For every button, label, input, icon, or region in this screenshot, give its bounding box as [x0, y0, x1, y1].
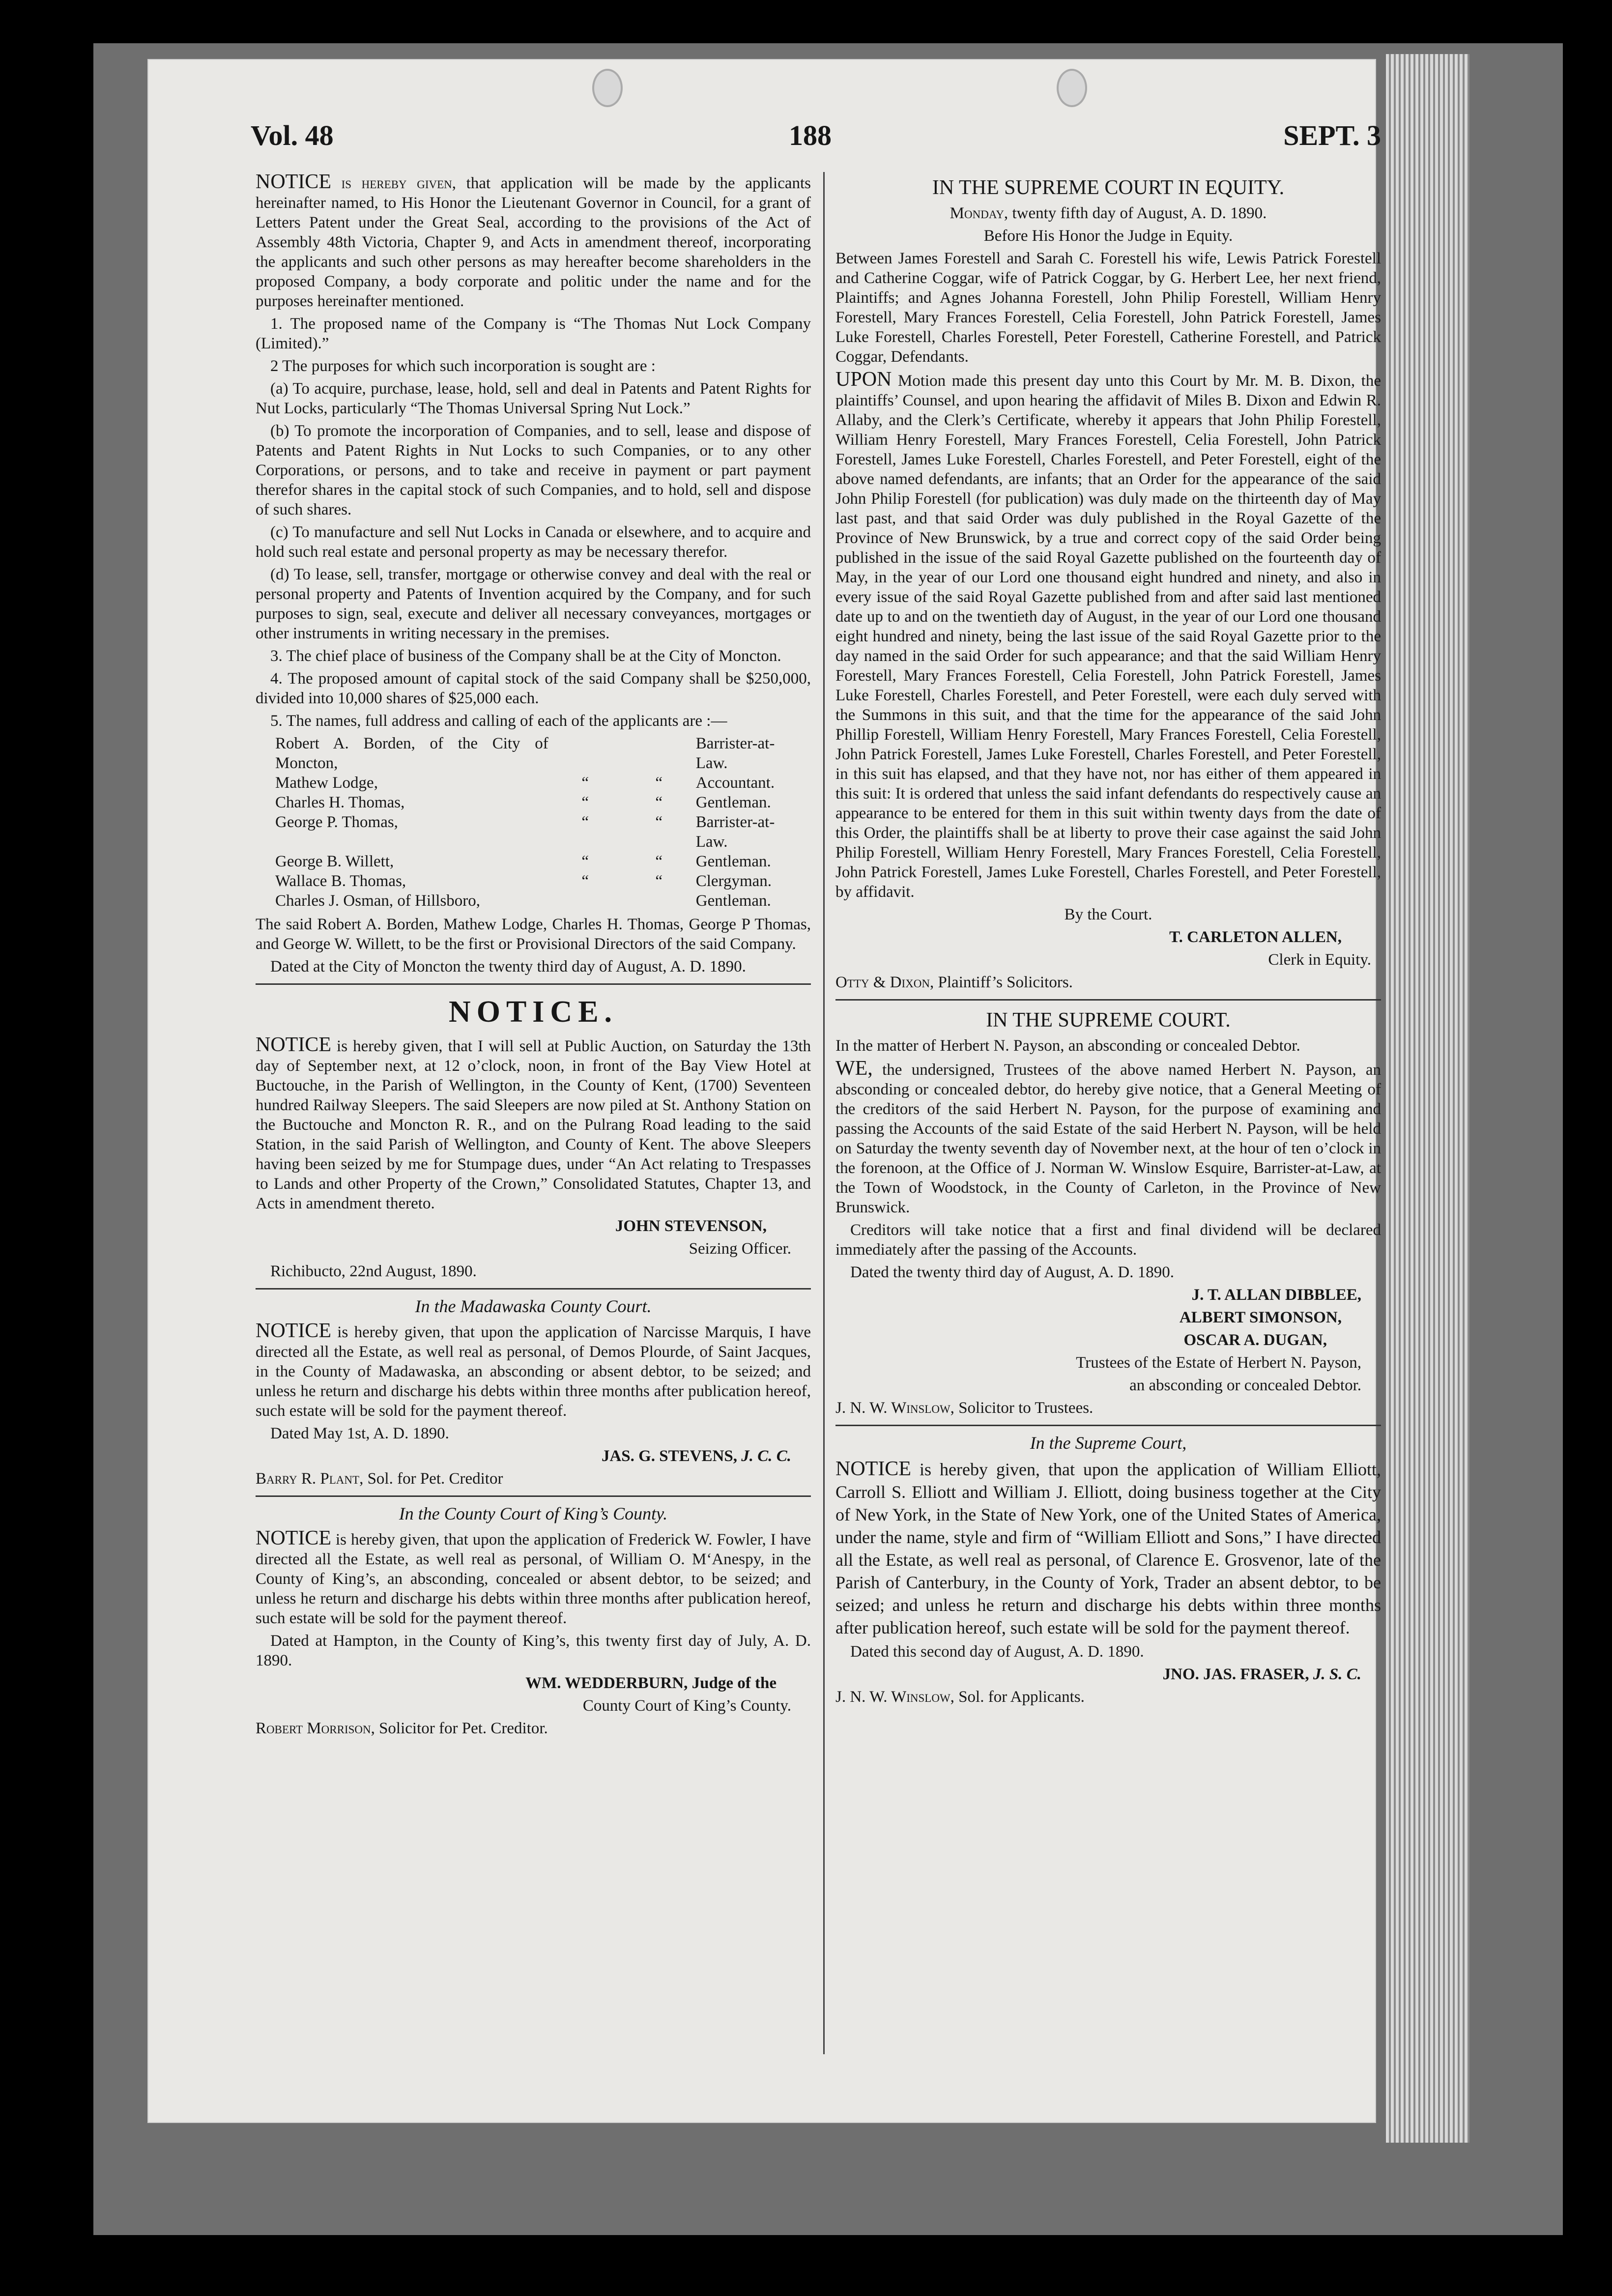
item-2: 2 The purposes for which such incorporation is sought are :: [270, 357, 656, 375]
volume-number: Vol. 48: [251, 119, 334, 151]
notice-text: is hereby given, that upon the application of Frederick W. Fowler, I have directed all the Estate, as well real as personal, of William O. M‘Anespy, in the County of King’s, an absconding, concealed or absent debtor, to be seized; and unless he return and discharge his debts within three months after publication hereof, such estate will be sold for the payment thereof.: [256, 1531, 811, 1627]
column-divider: [823, 172, 825, 2054]
applicant-calling: Accountant.: [695, 774, 775, 792]
trustees-line: an absconding or concealed Debtor.: [1129, 1377, 1361, 1394]
solicitor-line: [256, 1719, 811, 1738]
trustee-name: ALBERT SIMONSON,: [1179, 1309, 1342, 1326]
notice-lead: NOTICE: [256, 1320, 331, 1342]
solicitor-text: Plaintiff’s Solicitors.: [938, 974, 1073, 991]
table-row: [275, 891, 806, 911]
solicitor-line: [835, 1398, 1381, 1418]
applicant-calling: Barrister-at-Law.: [695, 735, 775, 772]
dated-line: Dated at Hampton, in the County of King’s, this twenty first day of July, A. D. 1890.: [256, 1632, 811, 1669]
item-3: 3. The chief place of business of the Company shall be at the City of Moncton.: [270, 647, 781, 665]
session-date-text: twenty fifth day of August, A. D. 1890.: [1012, 204, 1267, 222]
clerk-name: T. CARLETON ALLEN,: [1169, 928, 1342, 946]
madawaska-text: [256, 1321, 811, 1421]
nut-lock-intro: [256, 172, 811, 311]
item-b: (b) To promote the incorporation of Companies, and to sell, lease and dispose of Patents and Patent Rights in Nut Locks to such Companies, or to any other Corporations, or persons, and to take and receive in payment or part payment therefor shares in the capital stock of such Companies, and to hold, sell and dispose of such shares.: [256, 422, 811, 518]
ditto: “: [655, 872, 663, 890]
item-5: 5. The names, full address and calling of each of the applicants are :—: [270, 712, 727, 730]
solicitor-name: J. N. W. Winslow,: [835, 1399, 954, 1417]
before-line: Before His Honor the Judge in Equity.: [983, 227, 1233, 245]
page-header: [251, 114, 1381, 163]
ditto: [548, 734, 622, 773]
section-divider: [256, 983, 811, 985]
auction-text: [256, 1035, 811, 1213]
item-4: 4. The proposed amount of capital stock of the said Company shall be $250,000, divided into 10,000 shares of $25,000 each.: [256, 670, 811, 707]
table-row: [275, 793, 806, 812]
dated-line: Dated the twenty third day of August, A. D. 1890.: [850, 1263, 1175, 1281]
table-row: [275, 773, 806, 793]
notice-caps: is hereby given,: [341, 174, 457, 192]
ditto: [622, 734, 696, 773]
judge-signature: [835, 1665, 1381, 1684]
notice-text: Motion made this present day unto this Court by Mr. M. B. Dixon, the plaintiffs’ Counsel, and upon hearing the affidavit of Miles B. Dixon and Edwin R. Allaby, and the Clerk’s Certificate, whereby it appears that John Philip Forestell, William Henry Forestell, Mary Frances Forestell, Celia Forestell, John Patrick Forestell, James Luke Forestell, Charles Forestell, and Peter Forestell, eight of the above named defendants, are infants; that an Order for the appearance of the said John Philip Forestell (for publication) was duly made on the thirteenth day of May last past, and that said Order was duly published in the Royal Gazette of the Province of New Brunswick, by a true and correct copy of the said Order being published in the issue of the said Royal Gazette published on the fourteenth day of May, in the year of our Lord one thousand eight hundred and ninety, and also in every issue of the said Royal Gazette published from and after said last mentioned date up to and on the twentieth day of August, in the year of our Lord one thousand eight hundred and ninety, being the last issue of the said Royal Gazette prior to the day named in the said Order for such appearance; and that the said William Henry Forestell, Mary Frances Forestell, Celia Forestell, John Patrick Forestell, James Luke Forestell, Charles Forestell, and Peter Forestell, were each duly served with the Summons in this suit, and that the time for the appearance of the said John Phillip Forestell, William Henry Forestell, Mary Frances Forestell, Celia Forestell, John Patrick Forestell, James Luke Forestell, Charles Forestell, and Peter Forestell, in this suit has elapsed, and that they have not, nor has either of them appeared in this suit: It is ordered that unless the said infant defendants do respectively cause an appearance to be entered for them in this suit within twenty days from the date of this Order, the plaintiffs shall be at liberty to prove their case against the said John Philip Forestell, William Henry Forestell, Mary Frances Forestell, Celia Forestell, John Patrick Forestell, James Luke Forestell, Charles Forestell, and Peter Forestell, by affidavit.: [835, 372, 1381, 901]
table-row: [275, 871, 806, 891]
applicant-name: Wallace B. Thomas,: [275, 872, 406, 890]
payson-notice: [835, 1007, 1381, 1418]
madawaska-notice: [256, 1296, 811, 1489]
item-c: (c) To manufacture and sell Nut Locks in Canada or elsewhere, and to acquire and hold such real estate and personal property as may be necessary therefor.: [256, 523, 811, 561]
ditto: [548, 891, 622, 911]
solicitor-line: [835, 1687, 1381, 1707]
table-row: [275, 734, 806, 773]
solicitor-text: Solicitor to Trustees.: [958, 1399, 1094, 1417]
ditto: “: [655, 774, 663, 792]
judge-name: JAS. G. STEVENS,: [601, 1447, 737, 1465]
ditto: “: [581, 853, 589, 870]
notice-lead: WE,: [835, 1057, 873, 1080]
applicant-name: George P. Thomas,: [275, 813, 398, 831]
session-date: [835, 203, 1381, 223]
page-number: 188: [789, 119, 832, 151]
notice-lead: NOTICE: [256, 1033, 331, 1056]
creditors-text: Creditors will take notice that a first and final dividend will be declared immediately after the passing of the Accounts.: [835, 1221, 1381, 1259]
court-name: In the Supreme Court,: [1030, 1433, 1187, 1453]
solicitor-line: [256, 1469, 811, 1489]
dated-line: Dated at the City of Moncton the twenty third day of August, A. D. 1890.: [270, 958, 746, 976]
binding-hole: [592, 69, 623, 107]
court-name: In the Madawaska County Court.: [415, 1296, 652, 1316]
ditto: “: [655, 853, 663, 870]
trustee-name: OSCAR A. DUGAN,: [1183, 1331, 1327, 1349]
solicitor-name: J. N. W. Winslow,: [835, 1688, 954, 1706]
section-heading: IN THE SUPREME COURT.: [986, 1009, 1231, 1032]
page-edges: [1386, 54, 1469, 2143]
by-court: By the Court.: [1064, 906, 1152, 923]
notice-lead: NOTICE: [256, 171, 331, 193]
applicant-name: Mathew Lodge,: [275, 774, 378, 792]
grosvenor-notice: [835, 1433, 1381, 1707]
section-divider: [256, 1495, 811, 1497]
applicant-calling: Gentleman.: [695, 853, 771, 870]
ditto: “: [655, 794, 663, 811]
judge-title: County Court of King’s County.: [582, 1697, 791, 1715]
ditto: “: [581, 794, 589, 811]
item-a: (a) To acquire, purchase, lease, hold, sell and deal in Patents and Patent Rights for Nut Locks, particularly “The Thomas Universal Spring Nut Lock.”: [256, 380, 811, 417]
kings-text: [256, 1528, 811, 1628]
section-divider: [256, 1288, 811, 1290]
place-date: Richibucto, 22nd August, 1890.: [270, 1263, 477, 1280]
applicant-calling: Gentleman.: [695, 892, 771, 910]
applicant-name: Robert A. Borden, of the City of Moncton,: [275, 735, 548, 772]
table-row: [275, 852, 806, 871]
ditto: “: [655, 813, 663, 831]
solicitor-text: Sol. for Pet. Creditor: [367, 1470, 503, 1488]
signer-title: Seizing Officer.: [689, 1240, 791, 1258]
trustee-name: J. T. ALLAN DIBBLEE,: [1191, 1286, 1361, 1304]
ditto: “: [581, 774, 589, 792]
item-d: (d) To lease, sell, transfer, mortgage or otherwise convey and deal with the real or personal property and Patents of Invention acquired by the Company, and for such purposes to sign, seal, execute and deliver all necessary conveyances, mortgages or other instruments in writing necessary in the premises.: [256, 566, 811, 642]
parties-text: Between James Forestell and Sarah C. Forestell his wife, Lewis Patrick Forestell and Catherine Coggar, wife of Patrick Coggar, by G. Herbert Lee, her next friend, Plaintiffs; and Agnes Johanna Forestell, John Philip Forestell, William Henry Forestell, Mary Frances Forestell, Celia Forestell, John Patrick Forestell, James Luke Forestell, Charles Forestell, Peter Forestell, Catherine Forestell, and Patrick Coggar, Defendants.: [835, 250, 1381, 366]
judge-title: J. S. C.: [1313, 1665, 1361, 1683]
applicants-table: [275, 734, 806, 911]
section-divider: [835, 1425, 1381, 1426]
left-column: [256, 172, 811, 2113]
section-divider: [835, 999, 1381, 1001]
applicant-name: Charles H. Thomas,: [275, 794, 405, 811]
notice-text: is hereby given, that upon the application of William Elliott, Carroll S. Elliott and William J. Elliott, doing business together at the City of New York, in the State of New York, one of the United States of America, under the name, style and firm of “William Elliott and Sons,” I have directed all the Estate, as well real as personal, of Clarence E. Grosvenor, late of the Parish of Canterbury, in the County of York, Trader an absent debtor, to be seized; and unless he return and discharge his debts within three months after publication hereof, such estate will be sold for the payment thereof.: [835, 1460, 1381, 1637]
solicitor-line: [835, 973, 1381, 992]
kings-county-notice: [256, 1504, 811, 1738]
right-column: [835, 172, 1381, 2113]
binding-hole: [1057, 69, 1087, 107]
item-1: 1. The proposed name of the Company is “The Thomas Nut Lock Company (Limited).”: [256, 315, 811, 352]
matter-line: In the matter of Herbert N. Payson, an absconding or concealed Debtor.: [835, 1037, 1300, 1055]
dated-line: Dated this second day of August, A. D. 1890.: [850, 1643, 1144, 1661]
signer: JOHN STEVENSON,: [615, 1217, 767, 1235]
clerk-title: Clerk in Equity.: [1268, 951, 1371, 969]
notice-lead: NOTICE: [256, 1527, 331, 1550]
payson-text: [835, 1059, 1381, 1217]
applicant-calling: Clergyman.: [695, 872, 772, 890]
solicitor-name: Otty & Dixon,: [835, 974, 934, 991]
ditto: “: [581, 813, 589, 831]
applicant-name: George B. Willett,: [275, 853, 394, 870]
judge-title: J. C. C.: [741, 1447, 791, 1465]
nut-lock-notice: [256, 172, 811, 976]
applicant-name: Charles J. Osman, of Hillsboro,: [275, 892, 481, 910]
solicitor-text: Sol. for Applicants.: [958, 1688, 1085, 1706]
notice-lead: NOTICE: [835, 1458, 911, 1480]
directors-text: The said Robert A. Borden, Mathew Lodge, Charles H. Thomas, George P Thomas, and George W. Willett, to be the first or Provisional Directors of the said Company.: [256, 916, 811, 953]
trustees-line: Trustees of the Estate of Herbert N. Payson,: [1076, 1354, 1361, 1372]
solicitor-text: Solicitor for Pet. Creditor.: [379, 1720, 548, 1737]
judge-name: JNO. JAS. FRASER,: [1162, 1665, 1309, 1683]
notice-text: that application will be made by the applicants hereinafter named, to His Honor the Lieutenant Governor in Council, for a grant of Letters Patent under the Great Seal, according to the provisions of the Act of Assembly 48th Victoria, Chapter 9, and Acts in amendment thereof, incorporating the applicants and such other persons as may hereafter become shareholders in the proposed Company, a body corporate and politic under the name and for the purposes hereinafter mentioned.: [256, 174, 811, 310]
dated-line: Dated May 1st, A. D. 1890.: [270, 1425, 449, 1442]
ditto: “: [581, 872, 589, 890]
notice-text: is hereby given, that I will sell at Public Auction, on Saturday the 13th day of September next, at 12 o’clock, noon, in front of the Bay View Hotel at Buctouche, in the Parish of Wellington, in the County of Kent, (1700) Seventeen hundred Railway Sleepers. The said Sleepers are now piled at St. Anthony Station on the Buctouche and Moncton R. R., and on the Pulrang Road leading to the said Station, in the said Parish of Wellington, and County of Kent. The above Sleepers having been seized by me for Stumpage dues, under “An Act relating to Trespasses to Lands and other Property of the Crown,” Consolidated Statutes, Chapter 13, and Acts in amendment thereto.: [256, 1037, 811, 1212]
issue-date: SEPT. 3: [1283, 119, 1381, 151]
section-heading: IN THE SUPREME COURT IN EQUITY.: [932, 176, 1285, 199]
grosvenor-text: [835, 1458, 1381, 1639]
order-text: [835, 370, 1381, 902]
notice-text: is hereby given, that upon the application of Narcisse Marquis, I have directed all the Estate, as well real as personal, of Demos Plourde, of Saint Jacques, in the County of Madawaska, an absconding or absent debtor, to be seized; and unless he return and discharge his debts within three months after publication hereof, such estate will be sold for the payment thereof.: [256, 1323, 811, 1420]
table-row: [275, 812, 806, 852]
applicant-calling: Barrister-at-Law.: [695, 813, 775, 851]
auction-notice: [256, 994, 811, 1281]
applicant-calling: Gentleman.: [695, 794, 771, 811]
ditto: [622, 891, 696, 911]
section-heading: NOTICE.: [448, 995, 618, 1029]
judge-signature: [256, 1446, 811, 1466]
judge-name: WM. WEDDERBURN, Judge of the: [525, 1674, 777, 1692]
solicitor-name: Barry R. Plant,: [256, 1470, 364, 1488]
session-day: Monday,: [950, 204, 1008, 222]
equity-notice: [835, 175, 1381, 992]
court-name: In the County Court of King’s County.: [399, 1504, 668, 1523]
notice-text: the undersigned, Trustees of the above named Herbert N. Payson, an absconding or concealed debtor, do hereby give notice, that a General Meeting of the creditors of the said Herbert N. Payson, for the purpose of examining and passing the Accounts of the said Estate of the said Herbert N. Payson, will be held on Saturday the twenty seventh day of November next, at the hour of ten o’clock in the forenoon, at the Office of J. Norman W. Winslow Esquire, Barrister-at-Law, at the Town of Woodstock, in the County of Carleton, in the Province of New Brunswick.: [835, 1061, 1382, 1216]
solicitor-name: Robert Morrison,: [256, 1720, 375, 1737]
notice-lead: UPON: [835, 368, 892, 391]
